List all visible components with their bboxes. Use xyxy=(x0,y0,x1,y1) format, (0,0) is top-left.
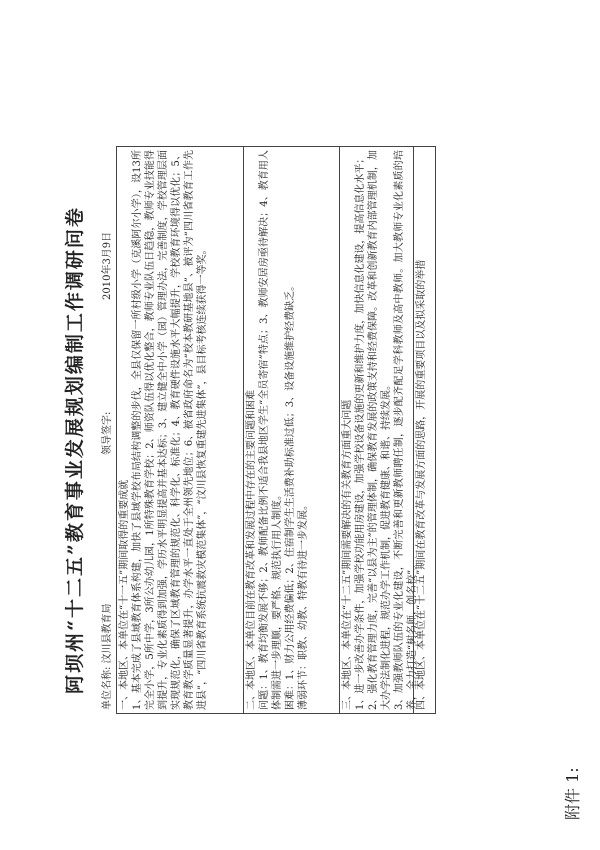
section-heading: 三、本地区、本单位在“十二五”期间需要解决的有关教育方面重大问题 xyxy=(342,399,353,710)
section-heading: 二、本地区、本单位目前在教育改革和发展过程中存在的主要问题和困难 xyxy=(246,390,257,710)
section-major-issues xyxy=(339,147,418,713)
section-paragraph: 3、加强教师队伍的专业化建设，不断完善和更新教师聘任制，逐步配齐配足学科教师及高中教师。加大教师专业化素质的培养，全力打造“树名师，创名校”。 xyxy=(394,150,418,710)
organization-field xyxy=(98,603,113,710)
organization-value: 汶川县教育局 xyxy=(102,603,113,664)
section-achievements xyxy=(117,147,243,713)
document-title: 阿坝州“十二五”教育事业发展规划编制工作调研问卷 xyxy=(64,206,86,694)
section-paragraph: 1、基本完成了县域教育体系构建，加快了县域学校布局结构调整的步伐，全县仅保留一所村级小学（克溪阿尔小学），设13所完全小学，5所中学，3所公办幼儿园，1所特殊教育学校；2、师资队伍得以优化整合，教师专业队伍日趋稳，教师专业技能得到提升，专业化素质得到加强，学历水平明显提高并基本达标；3、建立健全中小学（园）管理办法，完善制度，学校管理层面实现规范化，确保了区域教育管理的规范化、科学化、标准化；4、教育硬件设施水平大幅提升，学校教育环境得以优化；5、教育教学质量显著提升，办学水平一直处于全州领先地位；6、被省政府命名为“校本教研基地县”、被评为“四川省教育工作先进县”，“四川省教育系统抗震救灾模范集体”，“汶川县恢复重建先进集体”，县目标考核连续获得一等奖。 xyxy=(132,150,208,710)
section-problems xyxy=(243,147,339,713)
section-paragraph: 2、强化教育管理力度，完善“以县为主”的管理体制，确保教育发展的政策支持和经费保障。改革和创新教育内部管理机制，加大办学法制化进程，规范办学工作机制，促进教育健康、和谐、持续发展。 xyxy=(368,150,392,710)
section-paragraph: 1、进一步改善办学条件，加强学校功能用房建设，加强学校设备设施的更新和维护力度，加快信息化建设，提高信息化水平； xyxy=(355,153,366,710)
organization-label: 单位名称: xyxy=(102,666,113,710)
survey-date: 2010年3月9日 xyxy=(102,231,113,300)
section-plans xyxy=(413,147,437,713)
section-paragraph: 困难：1、财力公用经费偏低；2、住宿制学生生活费补助标准过低；3、设备设施维护经费缺乏。 xyxy=(285,280,296,710)
section-paragraph: 问题：1、教育均衡发展不够；2、教师配备比例不适合我县地区学生“全员寄宿”特点；3、教师安居房亟待解决；4、教育用人体制需进一步理顺，要严格、规范执行用人制度。 xyxy=(259,150,283,710)
section-heading: 一、本地区、本单位在“十一五”期间取得的重要成就 xyxy=(119,479,130,710)
attachment-label: 附件 1: xyxy=(563,767,582,820)
survey-table xyxy=(116,146,436,714)
leader-signature-label: 领导签字: xyxy=(102,411,113,455)
section-paragraph: 薄弱环节：职教、幼教、特教有待进一步发展。 xyxy=(298,500,309,710)
section-heading: 四、本地区、本单位在“十二五”期间在教育改革与发展方面的思路，开展的重要项目以及拟采取的举措 xyxy=(416,259,427,710)
